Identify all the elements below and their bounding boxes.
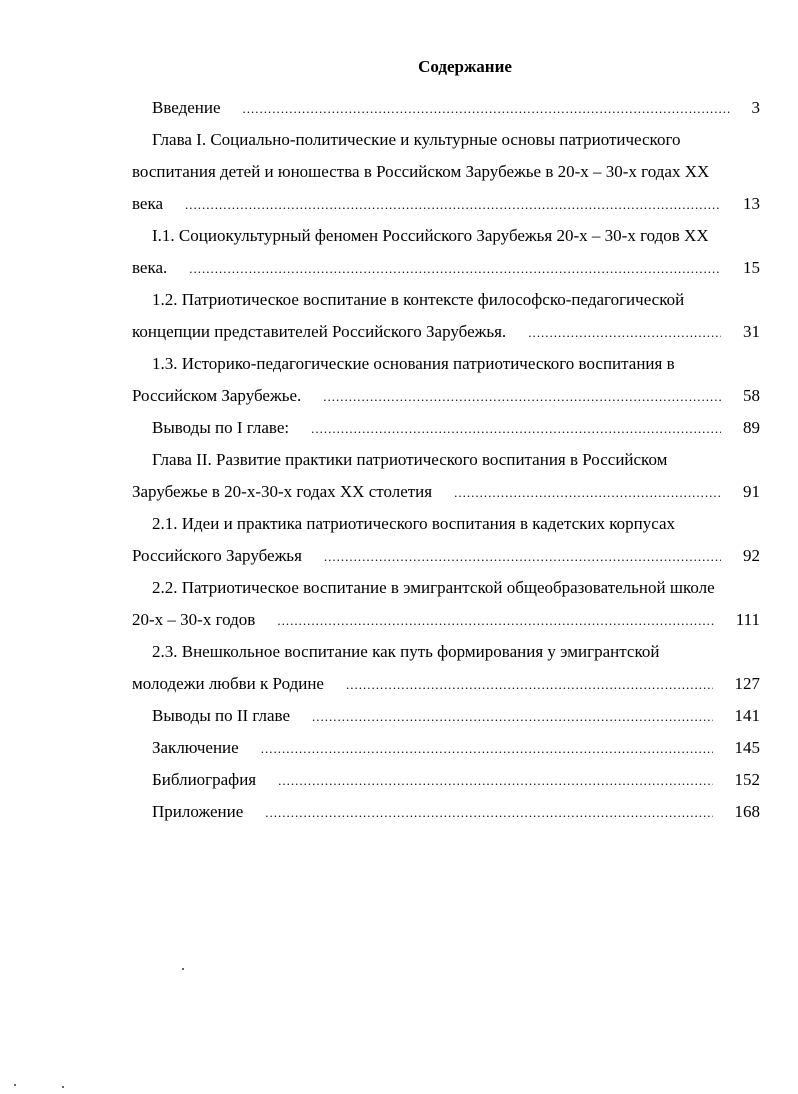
toc-entry-label: молодежи любви к Родине	[132, 674, 324, 693]
toc-entry-label: Приложение	[152, 802, 244, 821]
toc-entry-last-line	[112, 796, 760, 828]
toc-entry-text-line: 2.2. Патриотическое воспитание в эмигрантской общеобразовательной школе	[152, 578, 715, 597]
toc-entry	[112, 636, 760, 700]
page-title: Содержание	[418, 57, 512, 76]
toc-entry-last-line	[112, 604, 760, 636]
toc-entry-last-line	[112, 476, 760, 508]
toc-leader-dots	[257, 605, 713, 637]
toc-entry-label: Российском Зарубежье.	[132, 386, 302, 405]
toc-page-number: 31	[743, 322, 760, 341]
toc-entry-text-line: 1.2. Патриотическое воспитание в контексте философско-педагогической	[152, 290, 685, 309]
toc-entry-label: века.	[132, 258, 168, 277]
toc-page-number: 13	[743, 194, 760, 213]
toc-leader-dots	[165, 189, 721, 221]
toc-leader-dots	[326, 669, 713, 701]
toc-entry-label: Введение	[152, 98, 221, 117]
toc-leader-dots	[303, 381, 721, 413]
toc-entry-last-line	[112, 412, 760, 444]
toc-entry-last-line	[112, 540, 760, 572]
toc-entry	[112, 220, 760, 284]
toc-entry-last-line	[112, 188, 760, 220]
toc-entry	[112, 508, 760, 572]
toc-page-number: 127	[734, 674, 760, 693]
toc-page-number: 15	[743, 258, 760, 277]
toc-leader-dots	[434, 477, 721, 509]
toc-leader-dots	[241, 733, 713, 765]
toc-entry	[112, 700, 760, 732]
toc-entry-label: века	[132, 194, 164, 213]
toc-page-number: 3	[751, 98, 760, 117]
toc-leader-dots	[292, 701, 712, 733]
toc-page-number: 145	[734, 738, 760, 757]
toc-entry	[112, 444, 760, 508]
toc-leader-dots	[258, 765, 712, 797]
toc-entry-text-line: I.1. Социокультурный феномен Российского Зарубежья 20-х – 30-х годов XX	[152, 226, 709, 245]
toc-entry-text-line: воспитания детей и юношества в Российском Зарубежье в 20-х – 30-х годах XX	[132, 162, 710, 181]
toc-entry-label: Российского Зарубежья	[132, 546, 302, 565]
toc-entry	[112, 572, 760, 636]
toc-page-number: 152	[734, 770, 760, 789]
scan-speck	[14, 1084, 16, 1086]
toc-entry-text-line: 1.3. Историко-педагогические основания патриотического воспитания в	[152, 354, 675, 373]
toc-entry	[112, 412, 760, 444]
toc-leader-dots	[169, 253, 721, 285]
toc-entry-text-line: 2.1. Идеи и практика патриотического воспитания в кадетских корпусах	[152, 514, 676, 533]
toc-entry-last-line	[112, 764, 760, 796]
toc-entry-last-line	[112, 252, 760, 284]
toc-leader-dots	[245, 797, 712, 829]
toc-entry-label: Зарубежье в 20-х-30-х годах XX столетия	[132, 482, 433, 501]
toc-entry	[112, 764, 760, 796]
toc-page-number: 58	[743, 386, 760, 405]
toc-page-number: 111	[735, 610, 760, 629]
toc-entry-label: 20-х – 30-х годов	[132, 610, 256, 629]
table-of-contents	[112, 92, 760, 828]
toc-entry-label: концепции представителей Российского Зарубежья.	[132, 322, 507, 341]
toc-entry-last-line	[112, 92, 760, 124]
toc-entry-last-line	[112, 380, 760, 412]
toc-entry-last-line	[112, 732, 760, 764]
toc-entry	[112, 124, 760, 220]
toc-page-number: 92	[743, 546, 760, 565]
toc-leader-dots	[304, 541, 721, 573]
toc-entry	[112, 796, 760, 828]
toc-leader-dots	[508, 317, 721, 349]
toc-leader-dots	[291, 413, 721, 445]
toc-page-number: 89	[743, 418, 760, 437]
toc-page-number: 168	[734, 802, 760, 821]
toc-entry-label: Выводы по I главе:	[152, 418, 290, 437]
toc-entry-label: Выводы по II главе	[152, 706, 291, 725]
toc-entry-last-line	[112, 700, 760, 732]
toc-entry	[112, 348, 760, 412]
toc-page-number: 141	[734, 706, 760, 725]
toc-entry	[112, 92, 760, 124]
toc-leader-dots	[223, 93, 730, 125]
toc-entry-text-line: Глава I. Социально-политические и культурные основы патриотического	[152, 130, 681, 149]
toc-entry-label: Заключение	[152, 738, 239, 757]
toc-entry-text-line: 2.3. Внешкольное воспитание как путь формирования у эмигрантской	[152, 642, 660, 661]
toc-page-number: 91	[743, 482, 760, 501]
toc-entry-last-line	[112, 668, 760, 700]
scan-speck	[182, 968, 184, 970]
toc-entry-label: Библиография	[152, 770, 257, 789]
toc-entry-text-line: Глава II. Развитие практики патриотического воспитания в Российском	[152, 450, 668, 469]
toc-entry	[112, 284, 760, 348]
scan-speck	[62, 1086, 64, 1088]
toc-entry-last-line	[112, 316, 760, 348]
toc-entry	[112, 732, 760, 764]
